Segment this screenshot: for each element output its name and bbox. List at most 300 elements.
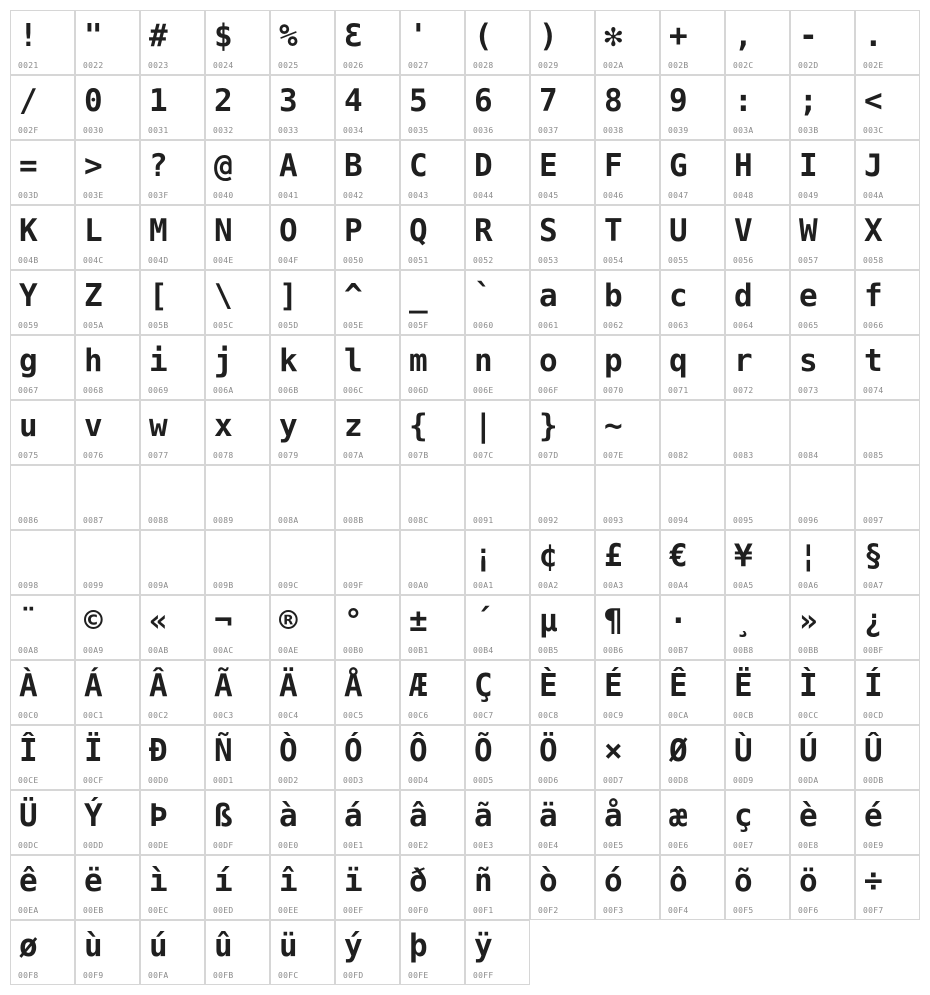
glyph-codepoint-label: 0036 [473,126,494,135]
glyph-codepoint-label: 00EE [278,906,299,915]
glyph-codepoint-label: 0050 [343,256,364,265]
glyph-cell[interactable] [75,400,140,465]
glyph-codepoint-label: 0085 [863,451,884,460]
glyph-cell[interactable] [530,75,595,140]
glyph-cell[interactable] [75,725,140,790]
glyph-cell[interactable] [270,465,335,530]
glyph-cell[interactable] [205,725,270,790]
glyph-cell[interactable] [855,335,920,400]
glyph-codepoint-label: 00A7 [863,581,884,590]
glyph-codepoint-label: 0035 [408,126,429,135]
glyph-cell[interactable] [335,205,400,270]
glyph-codepoint-label: 00F9 [83,971,104,980]
glyph-cell[interactable] [335,465,400,530]
glyph-codepoint-label: 00F8 [18,971,39,980]
glyph-cell[interactable] [335,920,400,985]
glyph-codepoint-label: 00F7 [863,906,884,915]
glyph-cell[interactable] [530,205,595,270]
glyph-cell[interactable] [660,10,725,75]
glyph-cell[interactable] [140,855,205,920]
glyph-cell[interactable] [725,205,790,270]
glyph-cell[interactable] [855,205,920,270]
glyph-cell[interactable] [400,465,465,530]
glyph-cell[interactable] [10,465,75,530]
glyph-cell[interactable] [465,790,530,855]
glyph-cell[interactable] [595,10,660,75]
glyph-character: o [539,343,558,379]
glyph-character: @ [214,148,233,184]
glyph-cell[interactable] [10,595,75,660]
glyph-codepoint-label: 006A [213,386,234,395]
glyph-cell[interactable] [10,855,75,920]
glyph-cell[interactable] [140,140,205,205]
glyph-codepoint-label: 00A6 [798,581,819,590]
glyph-cell[interactable] [10,920,75,985]
glyph-codepoint-label: 00B7 [668,646,689,655]
glyph-cell[interactable] [595,335,660,400]
glyph-cell[interactable] [75,10,140,75]
glyph-cell[interactable] [660,660,725,725]
glyph-cell[interactable] [660,75,725,140]
glyph-cell[interactable] [530,595,595,660]
glyph-codepoint-label: 004E [213,256,234,265]
glyph-cell[interactable] [75,205,140,270]
glyph-cell[interactable] [140,335,205,400]
glyph-character: ? [149,148,168,184]
glyph-cell[interactable] [725,335,790,400]
glyph-cell[interactable] [725,855,790,920]
glyph-cell[interactable] [660,270,725,335]
glyph-cell[interactable] [790,335,855,400]
glyph-cell[interactable] [855,855,920,920]
glyph-cell[interactable] [270,855,335,920]
glyph-cell[interactable] [595,140,660,205]
glyph-cell[interactable] [140,725,205,790]
glyph-character: ; [799,83,818,119]
glyph-character: » [799,603,818,639]
glyph-character: ñ [474,863,493,899]
glyph-cell[interactable] [660,595,725,660]
glyph-character: å [604,798,623,834]
glyph-cell[interactable] [400,400,465,465]
glyph-cell[interactable] [205,855,270,920]
glyph-cell[interactable] [725,595,790,660]
glyph-cell[interactable] [400,140,465,205]
glyph-cell[interactable] [10,205,75,270]
glyph-cell[interactable] [270,920,335,985]
glyph-cell[interactable] [855,270,920,335]
glyph-cell[interactable] [790,10,855,75]
glyph-cell[interactable] [465,920,530,985]
glyph-cell[interactable] [400,660,465,725]
glyph-cell[interactable] [10,140,75,205]
glyph-character: â [409,798,428,834]
glyph-cell[interactable] [400,725,465,790]
glyph-cell[interactable] [75,530,140,595]
glyph-cell[interactable] [270,725,335,790]
glyph-codepoint-label: 002B [668,61,689,70]
glyph-cell[interactable] [790,660,855,725]
glyph-codepoint-label: 00DC [18,841,39,850]
glyph-cell[interactable] [10,400,75,465]
glyph-character: ü [279,928,298,964]
glyph-codepoint-label: 0029 [538,61,559,70]
glyph-codepoint-label: 00C5 [343,711,364,720]
glyph-cell[interactable] [465,660,530,725]
glyph-cell[interactable] [335,140,400,205]
glyph-codepoint-label: 00FC [278,971,299,980]
glyph-cell[interactable] [660,465,725,530]
glyph-codepoint-label: 00A5 [733,581,754,590]
glyph-cell[interactable] [205,530,270,595]
glyph-cell[interactable] [660,205,725,270]
glyph-cell[interactable] [335,270,400,335]
glyph-cell[interactable] [335,855,400,920]
glyph-cell[interactable] [205,335,270,400]
glyph-cell[interactable] [790,595,855,660]
glyph-character: Î [19,733,38,769]
glyph-cell[interactable] [790,140,855,205]
glyph-cell[interactable] [855,595,920,660]
glyph-codepoint-label: 00E8 [798,841,819,850]
glyph-cell[interactable] [400,205,465,270]
glyph-cell[interactable] [465,595,530,660]
glyph-codepoint-label: 00AC [213,646,234,655]
glyph-codepoint-label: 006D [408,386,429,395]
glyph-cell[interactable] [205,205,270,270]
glyph-cell[interactable] [465,75,530,140]
glyph-codepoint-label: 00B4 [473,646,494,655]
glyph-codepoint-label: 00FB [213,971,234,980]
glyph-cell[interactable] [10,660,75,725]
glyph-cell[interactable] [595,855,660,920]
glyph-cell[interactable] [465,855,530,920]
glyph-cell[interactable] [140,530,205,595]
glyph-character: [ [149,278,168,314]
glyph-cell[interactable] [270,790,335,855]
glyph-cell[interactable] [790,530,855,595]
glyph-cell[interactable] [530,400,595,465]
glyph-codepoint-label: 005A [83,321,104,330]
glyph-cell[interactable] [530,10,595,75]
glyph-character: ß [214,798,233,834]
glyph-codepoint-label: 003C [863,126,884,135]
glyph-codepoint-label: 00DE [148,841,169,850]
glyph-cell[interactable] [140,595,205,660]
glyph-cell[interactable] [790,790,855,855]
glyph-character: ´ [474,603,493,639]
glyph-cell[interactable] [270,530,335,595]
glyph-cell[interactable] [270,140,335,205]
glyph-codepoint-label: 0082 [668,451,689,460]
glyph-cell[interactable] [660,725,725,790]
glyph-codepoint-label: 0032 [213,126,234,135]
glyph-cell[interactable] [400,920,465,985]
glyph-cell[interactable] [400,75,465,140]
glyph-cell[interactable] [855,140,920,205]
glyph-cell[interactable] [530,725,595,790]
glyph-cell[interactable] [855,790,920,855]
glyph-cell[interactable] [140,10,205,75]
glyph-cell[interactable] [75,75,140,140]
glyph-cell[interactable] [725,465,790,530]
glyph-cell[interactable] [465,205,530,270]
glyph-cell[interactable] [725,140,790,205]
glyph-cell[interactable] [140,660,205,725]
glyph-cell[interactable] [205,140,270,205]
glyph-cell[interactable] [400,595,465,660]
glyph-character: + [669,18,688,54]
glyph-cell[interactable] [75,920,140,985]
glyph-character: S [539,213,558,249]
glyph-cell[interactable] [75,595,140,660]
glyph-cell[interactable] [465,530,530,595]
glyph-cell[interactable] [855,465,920,530]
glyph-cell[interactable] [75,270,140,335]
glyph-codepoint-label: 00B6 [603,646,624,655]
glyph-codepoint-label: 0077 [148,451,169,460]
glyph-cell[interactable] [335,400,400,465]
glyph-cell[interactable] [465,270,530,335]
glyph-cell[interactable] [270,660,335,725]
glyph-cell[interactable] [790,725,855,790]
glyph-codepoint-label: 00F6 [798,906,819,915]
glyph-cell[interactable] [530,335,595,400]
glyph-cell[interactable] [790,400,855,465]
glyph-cell[interactable] [10,335,75,400]
glyph-cell[interactable] [465,140,530,205]
glyph-cell[interactable] [335,335,400,400]
glyph-cell[interactable] [855,660,920,725]
glyph-cell[interactable] [270,595,335,660]
glyph-cell[interactable] [140,75,205,140]
glyph-cell[interactable] [205,920,270,985]
glyph-cell[interactable] [10,790,75,855]
glyph-cell[interactable] [400,855,465,920]
glyph-codepoint-label: 0069 [148,386,169,395]
glyph-cell[interactable] [10,530,75,595]
glyph-codepoint-label: 00A1 [473,581,494,590]
glyph-character: × [604,733,623,769]
glyph-cell[interactable] [400,10,465,75]
glyph-cell[interactable] [725,10,790,75]
glyph-cell[interactable] [465,465,530,530]
glyph-character: n [474,343,493,379]
glyph-cell[interactable] [400,790,465,855]
glyph-cell[interactable] [530,855,595,920]
glyph-cell[interactable] [335,530,400,595]
glyph-codepoint-label: 00A9 [83,646,104,655]
glyph-character: Q [409,213,428,249]
glyph-character: . [864,18,883,54]
glyph-cell[interactable] [75,465,140,530]
glyph-cell[interactable] [790,465,855,530]
glyph-cell[interactable] [595,725,660,790]
glyph-cell[interactable] [140,400,205,465]
glyph-cell[interactable] [400,335,465,400]
glyph-character: ä [539,798,558,834]
glyph-cell[interactable] [595,465,660,530]
glyph-cell[interactable] [855,530,920,595]
glyph-cell[interactable] [530,530,595,595]
glyph-cell[interactable] [465,400,530,465]
glyph-cell[interactable] [140,920,205,985]
glyph-cell[interactable] [140,270,205,335]
glyph-cell[interactable] [335,75,400,140]
glyph-character: P [344,213,363,249]
glyph-cell[interactable] [595,75,660,140]
glyph-cell[interactable] [335,10,400,75]
glyph-codepoint-label: 00EF [343,906,364,915]
glyph-character: Ý [84,798,103,834]
glyph-cell[interactable] [140,790,205,855]
glyph-cell[interactable] [660,530,725,595]
glyph-cell[interactable] [270,205,335,270]
glyph-cell[interactable] [75,855,140,920]
glyph-codepoint-label: 00F1 [473,906,494,915]
glyph-cell[interactable] [790,75,855,140]
glyph-cell[interactable] [790,270,855,335]
glyph-cell[interactable] [205,10,270,75]
glyph-character: ' [409,18,428,54]
glyph-cell[interactable] [595,205,660,270]
glyph-character: Ì [799,668,818,704]
glyph-cell[interactable] [140,465,205,530]
glyph-cell[interactable] [335,595,400,660]
glyph-cell[interactable] [725,530,790,595]
glyph-codepoint-label: 0024 [213,61,234,70]
glyph-cell[interactable] [10,75,75,140]
glyph-cell[interactable] [790,855,855,920]
glyph-cell[interactable] [205,660,270,725]
glyph-codepoint-label: 00D8 [668,776,689,785]
glyph-cell[interactable] [140,205,205,270]
glyph-cell[interactable] [270,270,335,335]
glyph-cell[interactable] [660,140,725,205]
glyph-cell[interactable] [530,790,595,855]
glyph-cell[interactable] [595,660,660,725]
glyph-cell[interactable] [855,725,920,790]
glyph-codepoint-label: 0094 [668,516,689,525]
glyph-character: e [799,278,818,314]
glyph-cell[interactable] [205,595,270,660]
glyph-codepoint-label: 0063 [668,321,689,330]
glyph-codepoint-label: 00D9 [733,776,754,785]
glyph-codepoint-label: 00B0 [343,646,364,655]
glyph-cell[interactable] [400,270,465,335]
glyph-codepoint-label: 005D [278,321,299,330]
glyph-cell[interactable] [75,790,140,855]
glyph-cell[interactable] [10,725,75,790]
glyph-codepoint-label: 0095 [733,516,754,525]
glyph-character: s [799,343,818,379]
glyph-cell[interactable] [335,725,400,790]
glyph-cell[interactable] [400,530,465,595]
glyph-codepoint-label: 00CA [668,711,689,720]
glyph-cell[interactable] [595,790,660,855]
glyph-character: K [19,213,38,249]
glyph-cell[interactable] [335,660,400,725]
glyph-cell[interactable] [75,140,140,205]
glyph-cell[interactable] [790,205,855,270]
glyph-codepoint-label: 0052 [473,256,494,265]
glyph-character: z [344,408,363,444]
glyph-cell[interactable] [855,75,920,140]
glyph-cell[interactable] [725,270,790,335]
glyph-cell[interactable] [270,335,335,400]
glyph-cell[interactable] [205,465,270,530]
glyph-codepoint-label: 00D6 [538,776,559,785]
glyph-cell[interactable] [270,10,335,75]
glyph-cell[interactable] [595,270,660,335]
glyph-cell[interactable] [75,335,140,400]
glyph-cell[interactable] [660,855,725,920]
glyph-cell[interactable] [205,270,270,335]
glyph-cell[interactable] [725,790,790,855]
glyph-cell[interactable] [270,75,335,140]
glyph-codepoint-label: 00FF [473,971,494,980]
glyph-codepoint-label: 0038 [603,126,624,135]
glyph-codepoint-label: 008B [343,516,364,525]
glyph-cell[interactable] [205,75,270,140]
glyph-character: ` [474,278,493,314]
glyph-character: í [214,863,233,899]
glyph-cell[interactable] [660,400,725,465]
glyph-cell[interactable] [270,400,335,465]
glyph-cell[interactable] [595,595,660,660]
glyph-cell[interactable] [660,790,725,855]
glyph-cell[interactable] [465,335,530,400]
glyph-character: Đ [149,733,168,769]
glyph-character: R [474,213,493,249]
glyph-cell[interactable] [595,400,660,465]
glyph-codepoint-label: 008A [278,516,299,525]
glyph-cell[interactable] [855,10,920,75]
glyph-cell[interactable] [335,790,400,855]
glyph-codepoint-label: 0033 [278,126,299,135]
glyph-cell[interactable] [725,400,790,465]
glyph-codepoint-label: 00CB [733,711,754,720]
glyph-character: r [734,343,753,379]
glyph-codepoint-label: 0034 [343,126,364,135]
glyph-cell[interactable] [660,335,725,400]
glyph-cell[interactable] [530,270,595,335]
glyph-cell[interactable] [855,400,920,465]
glyph-cell[interactable] [725,725,790,790]
glyph-cell[interactable] [530,465,595,530]
glyph-codepoint-label: 004B [18,256,39,265]
glyph-character: À [19,668,38,704]
glyph-character: # [149,18,168,54]
glyph-cell[interactable] [10,270,75,335]
glyph-cell[interactable] [10,10,75,75]
glyph-cell[interactable] [530,660,595,725]
glyph-cell[interactable] [205,790,270,855]
glyph-cell[interactable] [595,530,660,595]
glyph-character: L [84,213,103,249]
glyph-character: ¶ [604,603,623,639]
glyph-cell[interactable] [465,725,530,790]
glyph-character: ¬ [214,603,233,639]
glyph-cell[interactable] [530,140,595,205]
glyph-cell[interactable] [205,400,270,465]
glyph-codepoint-label: 00EB [83,906,104,915]
glyph-cell[interactable] [465,10,530,75]
glyph-character: j [214,343,233,379]
glyph-cell[interactable] [725,75,790,140]
glyph-cell[interactable] [725,660,790,725]
glyph-cell[interactable] [75,660,140,725]
